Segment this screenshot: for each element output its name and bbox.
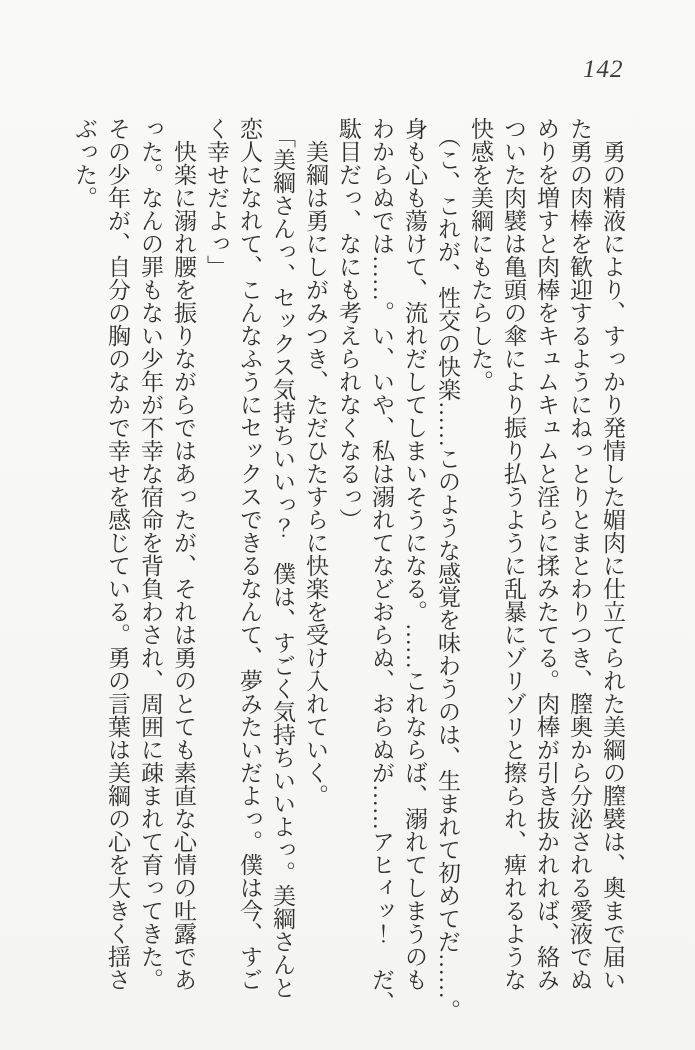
paragraph-5 [68, 117, 200, 991]
page-number: 142 [583, 56, 624, 83]
text-line: めりを増すと肉棒をキュムキュムと淫らに揉みたてる。肉棒が引き抜かれれば、絡み [534, 117, 559, 991]
text-line: 「美綱さんっ、セックス気持ちいいっ？ 僕は、すごく気持ちいいよっ。美綱さんと [270, 125, 295, 1000]
text-line: 恋人になれて、こんなふうにセックスできるなんて、夢みたいだよっ。僕は今、すご [237, 117, 262, 991]
text-line: ぶった。 [72, 117, 97, 209]
text-line: 勇の精液により、すっかり発情した媚肉に仕立てられた美綱の膣襞は、奥まで届い [600, 140, 625, 991]
text-line: 快感を美綱にもたらした。 [468, 117, 493, 393]
text-line: その少年が、自分の胸のなかで幸せを感じている。勇の言葉は美綱の心を大きく揺さ [105, 117, 130, 991]
text-line: 快楽に溺れ腰を振りながらではあったが、それは勇のとても素直な心情の吐露であ [171, 140, 196, 991]
body-text [68, 117, 629, 1023]
paragraph-4 [200, 117, 299, 1000]
text-line: ついた肉襞は亀頭の傘により振り払うように乱暴にゾリゾリと擦られ、痺れるような [501, 117, 526, 991]
text-line: く幸せだよっ」 [204, 117, 229, 278]
text-line: 身も心も蕩けて、流れだしてしまいそうになる。……これならば、溺れてしまうのも [402, 117, 427, 991]
paragraph-1 [464, 117, 629, 991]
paragraph-2 [332, 117, 464, 1023]
text-line: 駄目だっ、なにも考えられなくなるっ） [336, 117, 361, 531]
text-line: た勇の肉棒を歓迎するようにねっとりとまとわりつき、膣奥から分泌される愛液でぬ [567, 117, 592, 991]
text-line: わからぬでは……。い、いや、私は溺れてなどおらぬ、おらぬが……アヒィッ！ だ、 [369, 117, 394, 1014]
text-line: った。なんの罪もない少年が不幸な宿命を背負わされ、周囲に疎まれて育ってきた。 [138, 117, 163, 991]
text-line: （こ、これが、性交の快楽……このような感覚を味わうのは、生まれて初めてだ……。 [435, 125, 460, 1023]
text-line: 美綱は勇にしがみつき、ただひたすらに快楽を受け入れていく。 [303, 140, 328, 807]
paragraph-3 [299, 117, 332, 991]
